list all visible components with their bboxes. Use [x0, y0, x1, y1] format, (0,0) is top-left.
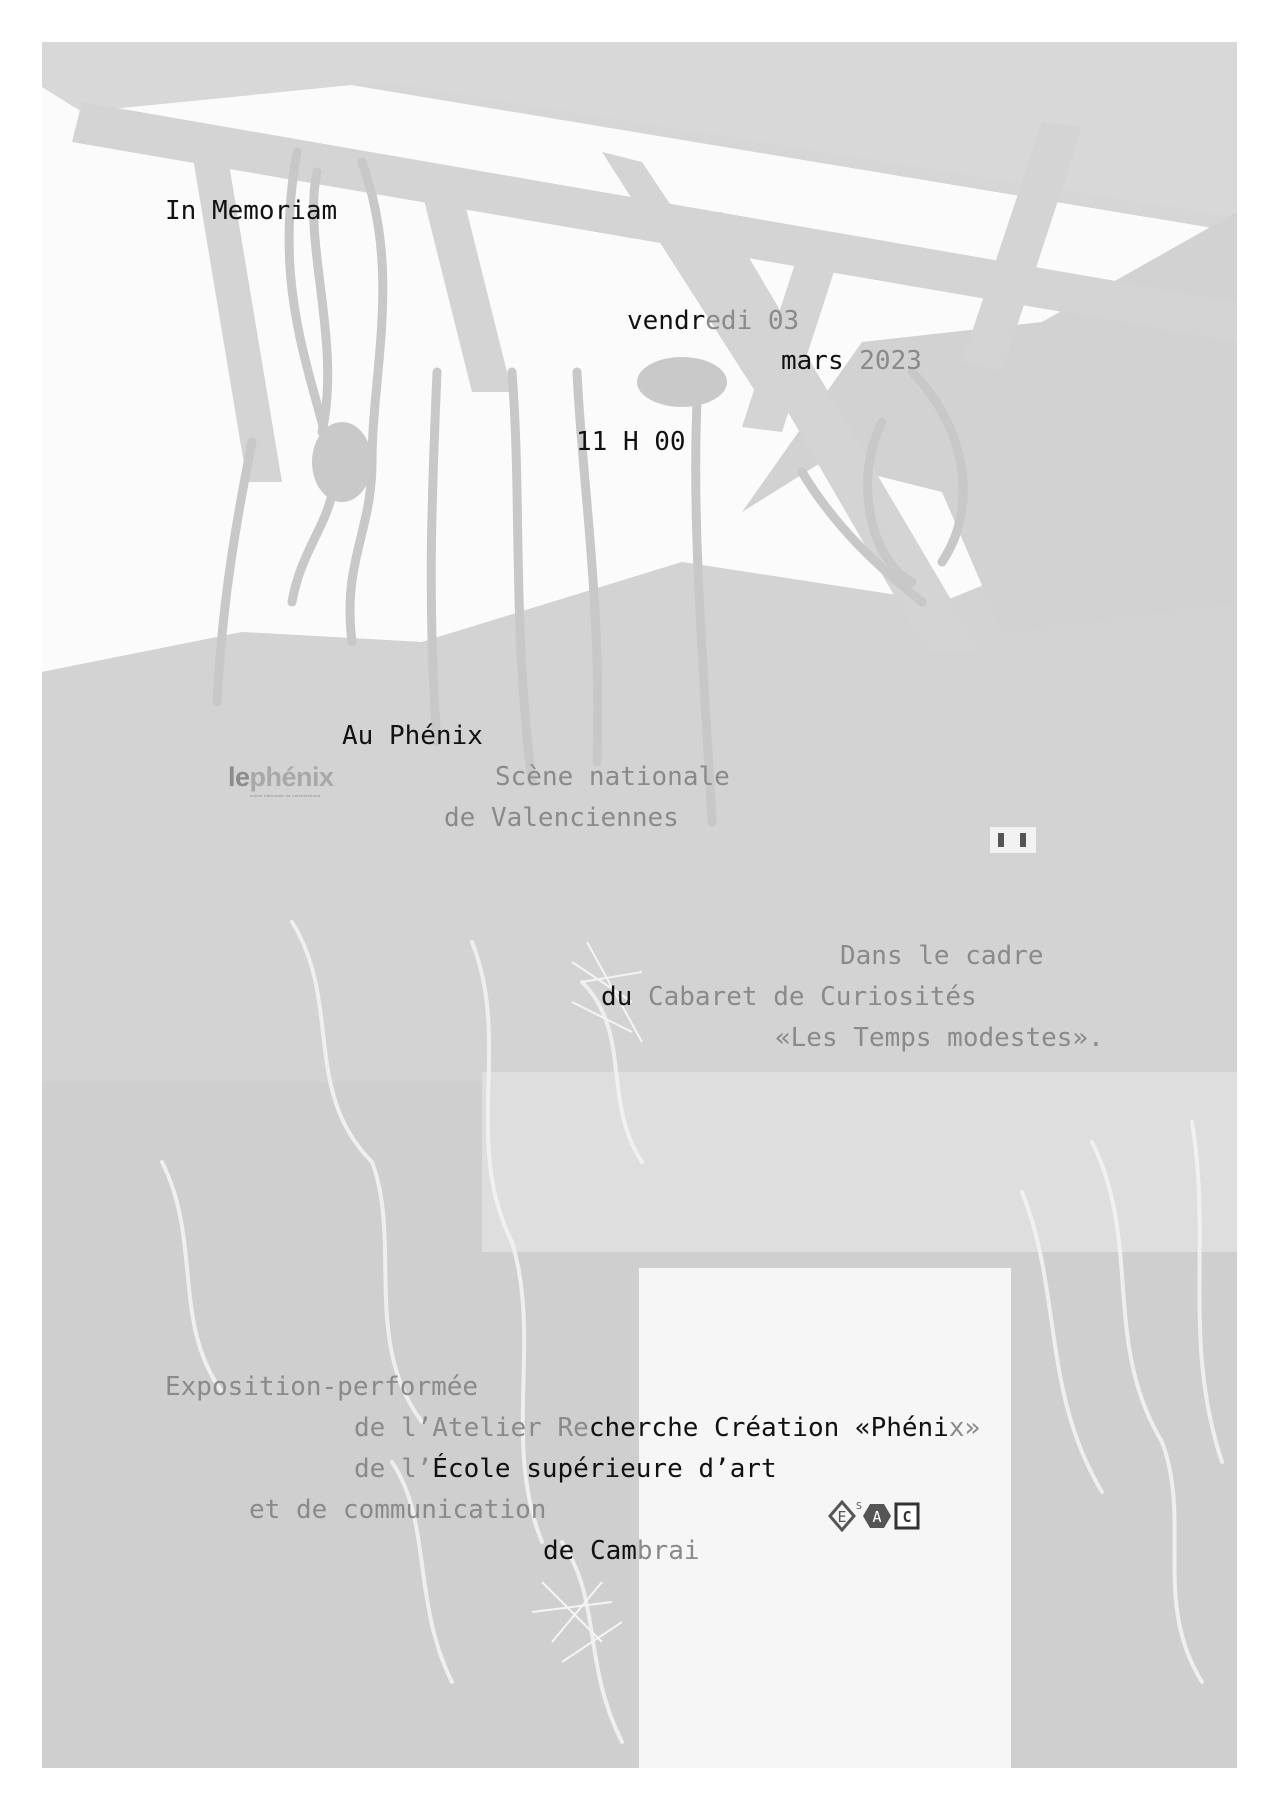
expo-line-5-a: de Cam [543, 1536, 637, 1566]
date-line-2 [781, 348, 922, 374]
event-time-b: 00 [654, 427, 686, 457]
context-line-1: Dans le cadre [840, 941, 1044, 971]
lephenix-logo [228, 762, 334, 798]
expo-line-2-a: de l’Atelier Re [354, 1413, 589, 1443]
esac-letter-e: E [837, 1508, 847, 1526]
lephenix-tagline: scène nationale de valenciennes [250, 793, 321, 798]
esac-letter-s: S [855, 1501, 863, 1512]
context-line-2-a: du [601, 982, 633, 1012]
esac-logo [828, 1496, 924, 1536]
lephenix-logo-b: phénix [249, 762, 334, 792]
date-line-1-c: 03 [767, 306, 800, 336]
expo-line-4-a: et de [249, 1495, 343, 1525]
expo-line-2-c: x» [948, 1413, 981, 1443]
expo-line-2 [354, 1415, 980, 1441]
sign [990, 827, 1036, 853]
expo-line-1: Exposition-performée [165, 1372, 479, 1402]
date-line-2-b: 2023 [859, 346, 922, 376]
page-title: In Memoriam [165, 196, 338, 226]
event-time-a: 11 H [576, 427, 655, 457]
date-line-1-a: vendr [627, 306, 706, 336]
date-line-1-b: edi [705, 306, 768, 336]
lephenix-logo-a: le [228, 762, 250, 792]
context-line-3: «Les Temps modestes». [775, 1023, 1104, 1053]
expo-line-4-b: communication [342, 1495, 547, 1525]
date-line-2-a: mars [781, 346, 860, 376]
photo-collage [42, 42, 1237, 1768]
event-time [576, 429, 686, 455]
esac-letter-a: A [872, 1508, 882, 1526]
date-line-1 [627, 308, 799, 334]
context-line-2-b: Cabaret de Curiosités [632, 982, 977, 1012]
expo-line-4 [249, 1497, 546, 1523]
context-line-2 [601, 984, 977, 1010]
expo-line-5-b: brai [636, 1536, 700, 1566]
expo-line-3-b: École supérieure d’art [432, 1454, 777, 1484]
expo-line-3-a: de l’ [354, 1454, 433, 1484]
venue-line-3: de Valenciennes [444, 803, 679, 833]
expo-line-2-b: cherche Création «Phéni [588, 1413, 949, 1443]
poster [42, 42, 1237, 1768]
expo-line-5 [543, 1538, 700, 1564]
venue-name: Au Phénix [342, 721, 483, 751]
esac-letter-c: C [902, 1508, 912, 1526]
white-panel [636, 1268, 1011, 1768]
expo-line-3 [354, 1456, 777, 1482]
venue-line-2: Scène nationale [495, 762, 730, 792]
